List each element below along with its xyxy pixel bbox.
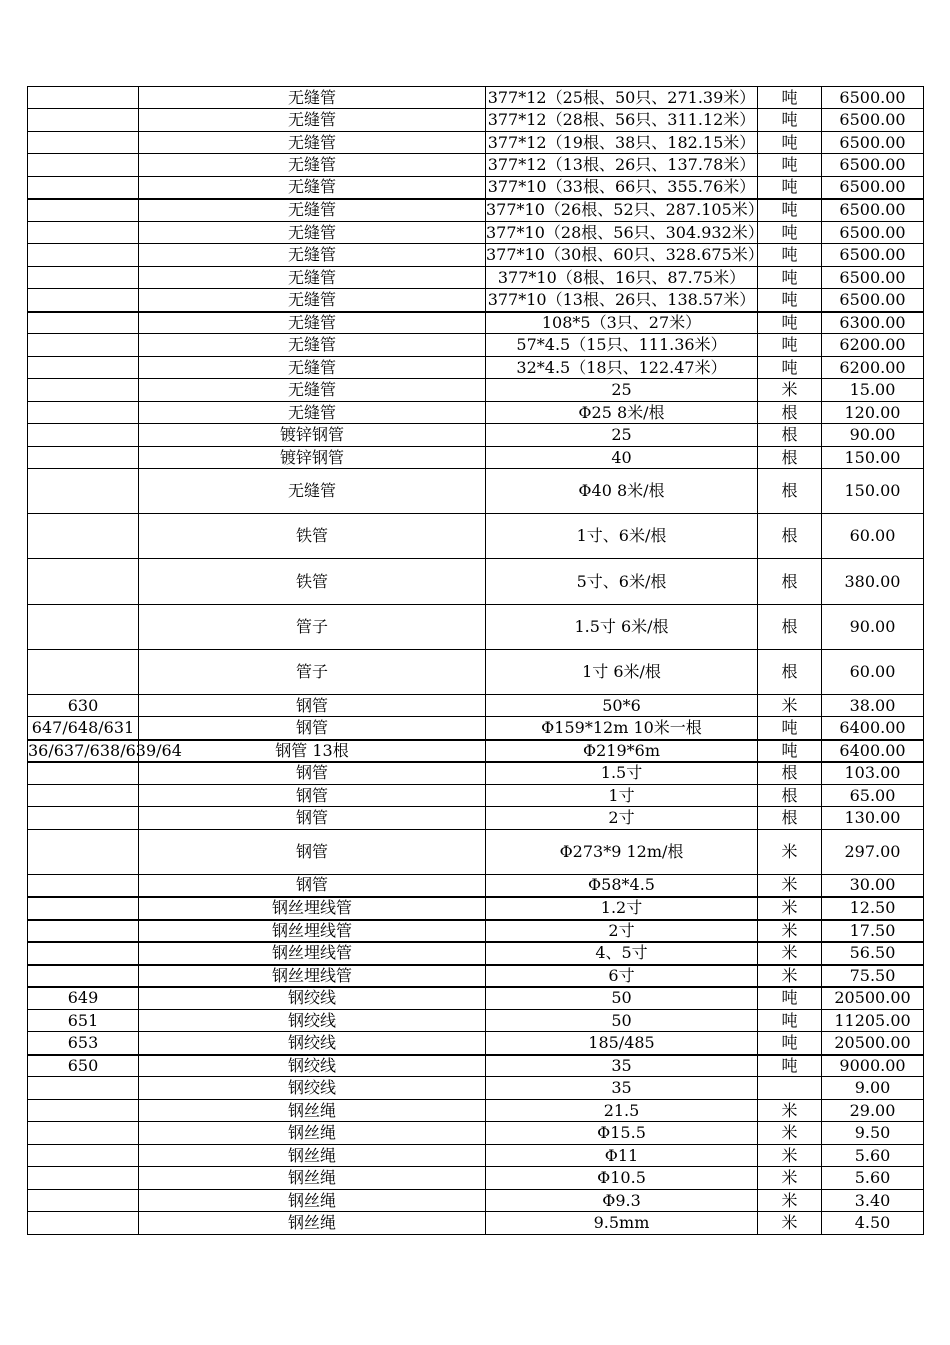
item-price-cell: 30.00 <box>822 875 924 897</box>
item-price-cell: 6200.00 <box>822 334 924 357</box>
item-unit-cell: 根 <box>758 605 822 650</box>
item-unit-cell: 吨 <box>758 199 822 222</box>
item-unit-cell: 根 <box>758 807 822 830</box>
item-unit-cell: 吨 <box>758 109 822 132</box>
item-spec-cell: Φ273*9 12m/根 <box>486 830 758 875</box>
table-row <box>28 334 924 357</box>
item-code-cell <box>28 1077 139 1100</box>
item-code-cell <box>28 312 139 334</box>
item-name-cell: 无缝管 <box>139 154 486 177</box>
item-spec-cell: 377*12（25根、50只、271.39米） <box>486 87 758 109</box>
item-code-cell <box>28 244 139 267</box>
item-spec-cell: 377*12（13根、26只、137.78米） <box>486 154 758 177</box>
table-row <box>28 1167 924 1190</box>
table-row <box>28 1212 924 1235</box>
item-spec-cell: 1.2寸 <box>486 897 758 920</box>
item-unit-cell: 米 <box>758 1100 822 1122</box>
item-price-cell: 75.50 <box>822 965 924 987</box>
item-price-cell: 60.00 <box>822 514 924 559</box>
table-row <box>28 132 924 154</box>
item-spec-cell: 377*10（28根、56只、304.932米） <box>486 222 764 242</box>
item-spec-cell: 57*4.5（15只、111.36米） <box>486 334 758 357</box>
item-name-cell: 钢丝绳 <box>139 1145 486 1167</box>
item-spec-cell: 377*10（13根、26只、138.57米） <box>486 289 758 312</box>
item-spec-cell: 108*5（3只、27米） <box>486 312 758 334</box>
item-name-cell: 钢管 <box>139 717 486 740</box>
item-name-cell: 无缝管 <box>139 87 486 109</box>
item-price-cell: 90.00 <box>822 424 924 447</box>
item-code-cell: 630 <box>28 695 139 717</box>
item-spec-cell: 35 <box>486 1077 758 1100</box>
table-row <box>28 357 924 379</box>
item-code-cell <box>28 830 139 875</box>
item-unit-cell: 吨 <box>758 357 822 379</box>
item-spec-cell: Φ11 <box>486 1145 758 1167</box>
item-unit-cell: 根 <box>758 785 822 807</box>
item-price-cell: 6300.00 <box>822 312 924 334</box>
item-unit-cell: 吨 <box>758 312 822 334</box>
item-price-cell: 150.00 <box>822 447 924 469</box>
item-price-cell: 11205.00 <box>822 1010 924 1032</box>
table-row <box>28 447 924 469</box>
item-price-cell: 6500.00 <box>822 222 924 244</box>
item-name-cell: 镀锌钢管 <box>139 447 486 469</box>
table-row <box>28 942 924 965</box>
item-code-cell <box>28 875 139 897</box>
item-code-cell <box>28 605 139 650</box>
item-spec-cell: 25 <box>486 424 758 447</box>
item-unit-cell: 吨 <box>758 222 822 244</box>
item-name-cell: 无缝管 <box>139 469 486 514</box>
table-row <box>28 650 924 695</box>
item-price-cell: 120.00 <box>822 402 924 424</box>
item-price-cell: 6500.00 <box>822 267 924 289</box>
item-unit-cell: 吨 <box>758 740 822 762</box>
item-name-cell: 钢丝绳 <box>139 1190 486 1212</box>
item-code-cell <box>28 785 139 807</box>
item-unit-cell: 吨 <box>758 717 822 740</box>
item-price-cell: 12.50 <box>822 897 924 920</box>
item-code-cell <box>28 1100 139 1122</box>
item-spec-cell: Φ25 8米/根 <box>486 402 758 424</box>
table-row <box>28 1100 924 1122</box>
table-row <box>28 965 924 987</box>
item-price-cell: 297.00 <box>822 830 924 875</box>
item-unit-cell: 米 <box>758 1145 822 1167</box>
item-price-cell: 9.00 <box>822 1077 924 1100</box>
item-code-cell <box>28 222 139 244</box>
item-name-cell: 无缝管 <box>139 132 486 154</box>
item-name-cell: 钢管 <box>139 762 486 785</box>
item-unit-cell: 米 <box>758 1122 822 1145</box>
item-name-cell: 钢丝埋线管 <box>139 897 486 920</box>
table-row <box>28 244 924 267</box>
table-row <box>28 1077 924 1100</box>
item-code-cell: 36/637/638/639/64 <box>28 740 182 760</box>
item-code-cell <box>28 132 139 154</box>
item-unit-cell: 米 <box>758 1167 822 1190</box>
item-price-cell: 6500.00 <box>822 244 924 267</box>
item-name-cell: 钢丝埋线管 <box>139 920 486 942</box>
item-name-cell: 钢绞线 <box>139 987 486 1010</box>
table-row <box>28 424 924 447</box>
item-unit-cell: 米 <box>758 1190 822 1212</box>
table-row <box>28 289 924 312</box>
item-price-cell: 6400.00 <box>822 717 924 740</box>
item-spec-cell: 377*12（19根、38只、182.15米） <box>486 132 758 154</box>
item-spec-cell: Φ15.5 <box>486 1122 758 1145</box>
item-unit-cell: 吨 <box>758 154 822 177</box>
table-row <box>28 109 924 132</box>
item-spec-cell: Φ10.5 <box>486 1167 758 1190</box>
item-name-cell: 无缝管 <box>139 357 486 379</box>
table-row <box>28 1055 924 1077</box>
table-row <box>28 605 924 650</box>
table-row <box>28 1032 924 1055</box>
item-code-cell <box>28 267 139 289</box>
item-name-cell: 钢管 <box>139 785 486 807</box>
item-unit-cell: 根 <box>758 514 822 559</box>
item-price-cell: 6500.00 <box>822 154 924 177</box>
item-price-cell: 20500.00 <box>822 1032 924 1055</box>
table-row <box>28 830 924 875</box>
item-code-cell <box>28 154 139 177</box>
item-code-cell <box>28 357 139 379</box>
item-price-cell: 9000.00 <box>822 1055 924 1077</box>
item-unit-cell: 米 <box>758 830 822 875</box>
item-price-cell: 5.60 <box>822 1145 924 1167</box>
item-spec-cell: 1.5寸 6米/根 <box>486 605 758 650</box>
item-code-cell <box>28 762 139 785</box>
item-unit-cell: 吨 <box>758 87 822 109</box>
item-unit-cell: 吨 <box>758 334 822 357</box>
item-unit-cell: 米 <box>758 897 822 920</box>
table-row <box>28 402 924 424</box>
item-spec-cell: 185/485 <box>486 1032 758 1055</box>
item-unit-cell: 吨 <box>758 289 822 312</box>
item-unit-cell: 吨 <box>758 177 822 199</box>
item-price-cell: 103.00 <box>822 762 924 785</box>
item-price-cell: 20500.00 <box>822 987 924 1010</box>
item-code-cell <box>28 1122 139 1145</box>
item-name-cell: 无缝管 <box>139 402 486 424</box>
item-name-cell: 无缝管 <box>139 199 486 222</box>
table-row <box>28 1122 924 1145</box>
item-name-cell: 钢管 <box>139 875 486 897</box>
price-table <box>27 86 924 1235</box>
item-name-cell: 钢丝埋线管 <box>139 965 486 987</box>
table-row <box>28 177 924 199</box>
item-spec-cell: 377*12（28根、56只、311.12米） <box>486 109 758 132</box>
table-row <box>28 695 924 717</box>
item-spec-cell: 35 <box>486 1055 758 1077</box>
item-name-cell: 钢管 <box>139 695 486 717</box>
item-name-cell: 钢管 <box>139 830 486 875</box>
item-unit-cell <box>758 1077 822 1100</box>
item-spec-cell: Φ40 8米/根 <box>486 469 758 514</box>
item-spec-cell: 4、5寸 <box>486 942 758 965</box>
item-name-cell: 无缝管 <box>139 379 486 402</box>
item-spec-cell: 1寸 <box>486 785 758 807</box>
table-row <box>28 920 924 942</box>
table-row <box>28 785 924 807</box>
item-code-cell <box>28 289 139 312</box>
table-row <box>28 222 924 244</box>
item-unit-cell: 吨 <box>758 244 822 267</box>
item-unit-cell: 米 <box>758 942 822 965</box>
table-row <box>28 762 924 785</box>
table-row <box>28 897 924 920</box>
item-code-cell <box>28 447 139 469</box>
item-unit-cell: 米 <box>758 920 822 942</box>
item-code-cell <box>28 920 139 942</box>
item-unit-cell: 吨 <box>758 132 822 154</box>
item-price-cell: 6500.00 <box>822 199 924 222</box>
table-row <box>28 379 924 402</box>
item-name-cell: 钢丝绳 <box>139 1212 486 1235</box>
item-spec-cell: 50*6 <box>486 695 758 717</box>
item-unit-cell: 米 <box>758 379 822 402</box>
item-price-cell: 9.50 <box>822 1122 924 1145</box>
item-code-cell <box>28 1145 139 1167</box>
price-table-body <box>28 87 924 1235</box>
item-price-cell: 6500.00 <box>822 177 924 199</box>
item-code-cell <box>28 897 139 920</box>
item-unit-cell: 吨 <box>758 1055 822 1077</box>
item-spec-cell: 9.5mm <box>486 1212 758 1235</box>
item-price-cell: 380.00 <box>822 559 924 605</box>
item-spec-cell: 377*10（26根、52只、287.105米） <box>486 199 758 222</box>
item-code-cell: 650 <box>28 1055 139 1077</box>
item-code-cell <box>28 199 139 222</box>
item-price-cell: 6500.00 <box>822 87 924 109</box>
item-code-cell <box>28 334 139 357</box>
item-unit-cell: 米 <box>758 965 822 987</box>
item-price-cell: 60.00 <box>822 650 924 695</box>
table-row <box>28 267 924 289</box>
item-spec-cell: Φ58*4.5 <box>486 875 758 897</box>
item-price-cell: 130.00 <box>822 807 924 830</box>
item-price-cell: 65.00 <box>822 785 924 807</box>
item-name-cell: 钢丝绳 <box>139 1122 486 1145</box>
item-code-cell <box>28 379 139 402</box>
item-spec-cell: 1寸、6米/根 <box>486 514 758 559</box>
item-price-cell: 6500.00 <box>822 132 924 154</box>
item-name-cell: 钢绞线 <box>139 1077 486 1100</box>
item-price-cell: 38.00 <box>822 695 924 717</box>
table-row <box>28 987 924 1010</box>
item-price-cell: 3.40 <box>822 1190 924 1212</box>
item-spec-cell: 5寸、6米/根 <box>486 559 758 605</box>
item-name-cell: 无缝管 <box>139 222 486 244</box>
item-code-cell <box>28 807 139 830</box>
item-name-cell: 钢绞线 <box>139 1032 486 1055</box>
item-code-cell <box>28 87 139 109</box>
item-unit-cell: 根 <box>758 650 822 695</box>
item-spec-cell: 40 <box>486 447 758 469</box>
item-name-cell: 钢绞线 <box>139 1055 486 1077</box>
item-name-cell: 无缝管 <box>139 267 486 289</box>
item-name-cell: 钢管 <box>139 807 486 830</box>
item-spec-cell: 2寸 <box>486 920 758 942</box>
item-code-cell <box>28 424 139 447</box>
item-name-cell: 钢丝绳 <box>139 1100 486 1122</box>
item-name-cell: 无缝管 <box>139 177 486 199</box>
table-row <box>28 154 924 177</box>
item-name-cell: 无缝管 <box>139 244 486 267</box>
item-code-cell <box>28 942 139 965</box>
table-row <box>28 1190 924 1212</box>
item-code-cell <box>28 1167 139 1190</box>
item-spec-cell: 2寸 <box>486 807 758 830</box>
item-name-cell: 钢管 13根 <box>139 740 486 762</box>
item-price-cell: 6200.00 <box>822 357 924 379</box>
item-code-cell: 647/648/631 <box>28 717 139 740</box>
table-row <box>28 1010 924 1032</box>
item-name-cell: 钢绞线 <box>139 1010 486 1032</box>
item-price-cell: 56.50 <box>822 942 924 965</box>
item-price-cell: 6400.00 <box>822 740 924 762</box>
item-unit-cell: 吨 <box>758 267 822 289</box>
item-price-cell: 4.50 <box>822 1212 924 1235</box>
item-name-cell: 无缝管 <box>139 109 486 132</box>
item-code-cell <box>28 109 139 132</box>
item-unit-cell: 吨 <box>758 987 822 1010</box>
item-name-cell: 铁管 <box>139 514 486 559</box>
item-name-cell: 无缝管 <box>139 289 486 312</box>
item-unit-cell: 米 <box>758 875 822 897</box>
item-unit-cell: 根 <box>758 559 822 605</box>
item-unit-cell: 根 <box>758 469 822 514</box>
item-unit-cell: 吨 <box>758 1032 822 1055</box>
item-spec-cell: Φ159*12m 10米一根 <box>486 717 758 740</box>
item-price-cell: 29.00 <box>822 1100 924 1122</box>
table-row <box>28 717 924 740</box>
item-spec-cell: Φ219*6m <box>486 740 758 762</box>
table-row <box>28 1145 924 1167</box>
item-name-cell: 管子 <box>139 605 486 650</box>
item-unit-cell: 吨 <box>758 1010 822 1032</box>
item-code-cell: 649 <box>28 987 139 1010</box>
item-code-cell <box>28 965 139 987</box>
item-spec-cell: 6寸 <box>486 965 758 987</box>
item-code-cell <box>28 1212 139 1235</box>
item-price-cell: 17.50 <box>822 920 924 942</box>
item-spec-cell: 377*10（33根、66只、355.76米） <box>486 177 758 199</box>
item-price-cell: 15.00 <box>822 379 924 402</box>
table-row <box>28 87 924 109</box>
table-row <box>28 514 924 559</box>
table-row <box>28 559 924 605</box>
table-row <box>28 469 924 514</box>
item-name-cell: 无缝管 <box>139 312 486 334</box>
item-code-cell <box>28 514 139 559</box>
table-row <box>28 312 924 334</box>
item-spec-cell: 50 <box>486 1010 758 1032</box>
item-code-cell <box>28 402 139 424</box>
item-spec-cell: 377*10（30根、60只、328.675米） <box>486 244 758 267</box>
item-spec-cell: 1寸 6米/根 <box>486 650 758 695</box>
item-spec-cell: Φ9.3 <box>486 1190 758 1212</box>
item-name-cell: 钢丝埋线管 <box>139 942 486 965</box>
item-name-cell: 铁管 <box>139 559 486 605</box>
table-row <box>28 875 924 897</box>
item-code-cell <box>28 1190 139 1212</box>
item-code-cell: 651 <box>28 1010 139 1032</box>
table-row <box>28 807 924 830</box>
item-unit-cell: 根 <box>758 447 822 469</box>
item-spec-cell: 50 <box>486 987 758 1010</box>
table-row <box>28 199 924 222</box>
item-spec-cell: 377*10（8根、16只、87.75米） <box>486 267 758 289</box>
item-unit-cell: 米 <box>758 1212 822 1235</box>
item-code-cell <box>28 559 139 605</box>
item-code-cell: 653 <box>28 1032 139 1055</box>
item-spec-cell: 25 <box>486 379 758 402</box>
item-unit-cell: 根 <box>758 762 822 785</box>
item-spec-cell: 21.5 <box>486 1100 758 1122</box>
item-spec-cell: 32*4.5（18只、122.47米） <box>486 357 758 379</box>
item-code-cell <box>28 650 139 695</box>
item-code-cell <box>28 177 139 199</box>
item-unit-cell: 根 <box>758 402 822 424</box>
item-code-cell <box>28 469 139 514</box>
item-price-cell: 6500.00 <box>822 289 924 312</box>
item-price-cell: 6500.00 <box>822 109 924 132</box>
item-name-cell: 管子 <box>139 650 486 695</box>
item-price-cell: 90.00 <box>822 605 924 650</box>
item-name-cell: 镀锌钢管 <box>139 424 486 447</box>
table-row <box>28 740 924 762</box>
item-price-cell: 5.60 <box>822 1167 924 1190</box>
item-name-cell: 钢丝绳 <box>139 1167 486 1190</box>
item-name-cell: 无缝管 <box>139 334 486 357</box>
item-unit-cell: 米 <box>758 695 822 717</box>
item-unit-cell: 根 <box>758 424 822 447</box>
item-spec-cell: 1.5寸 <box>486 762 758 785</box>
item-price-cell: 150.00 <box>822 469 924 514</box>
